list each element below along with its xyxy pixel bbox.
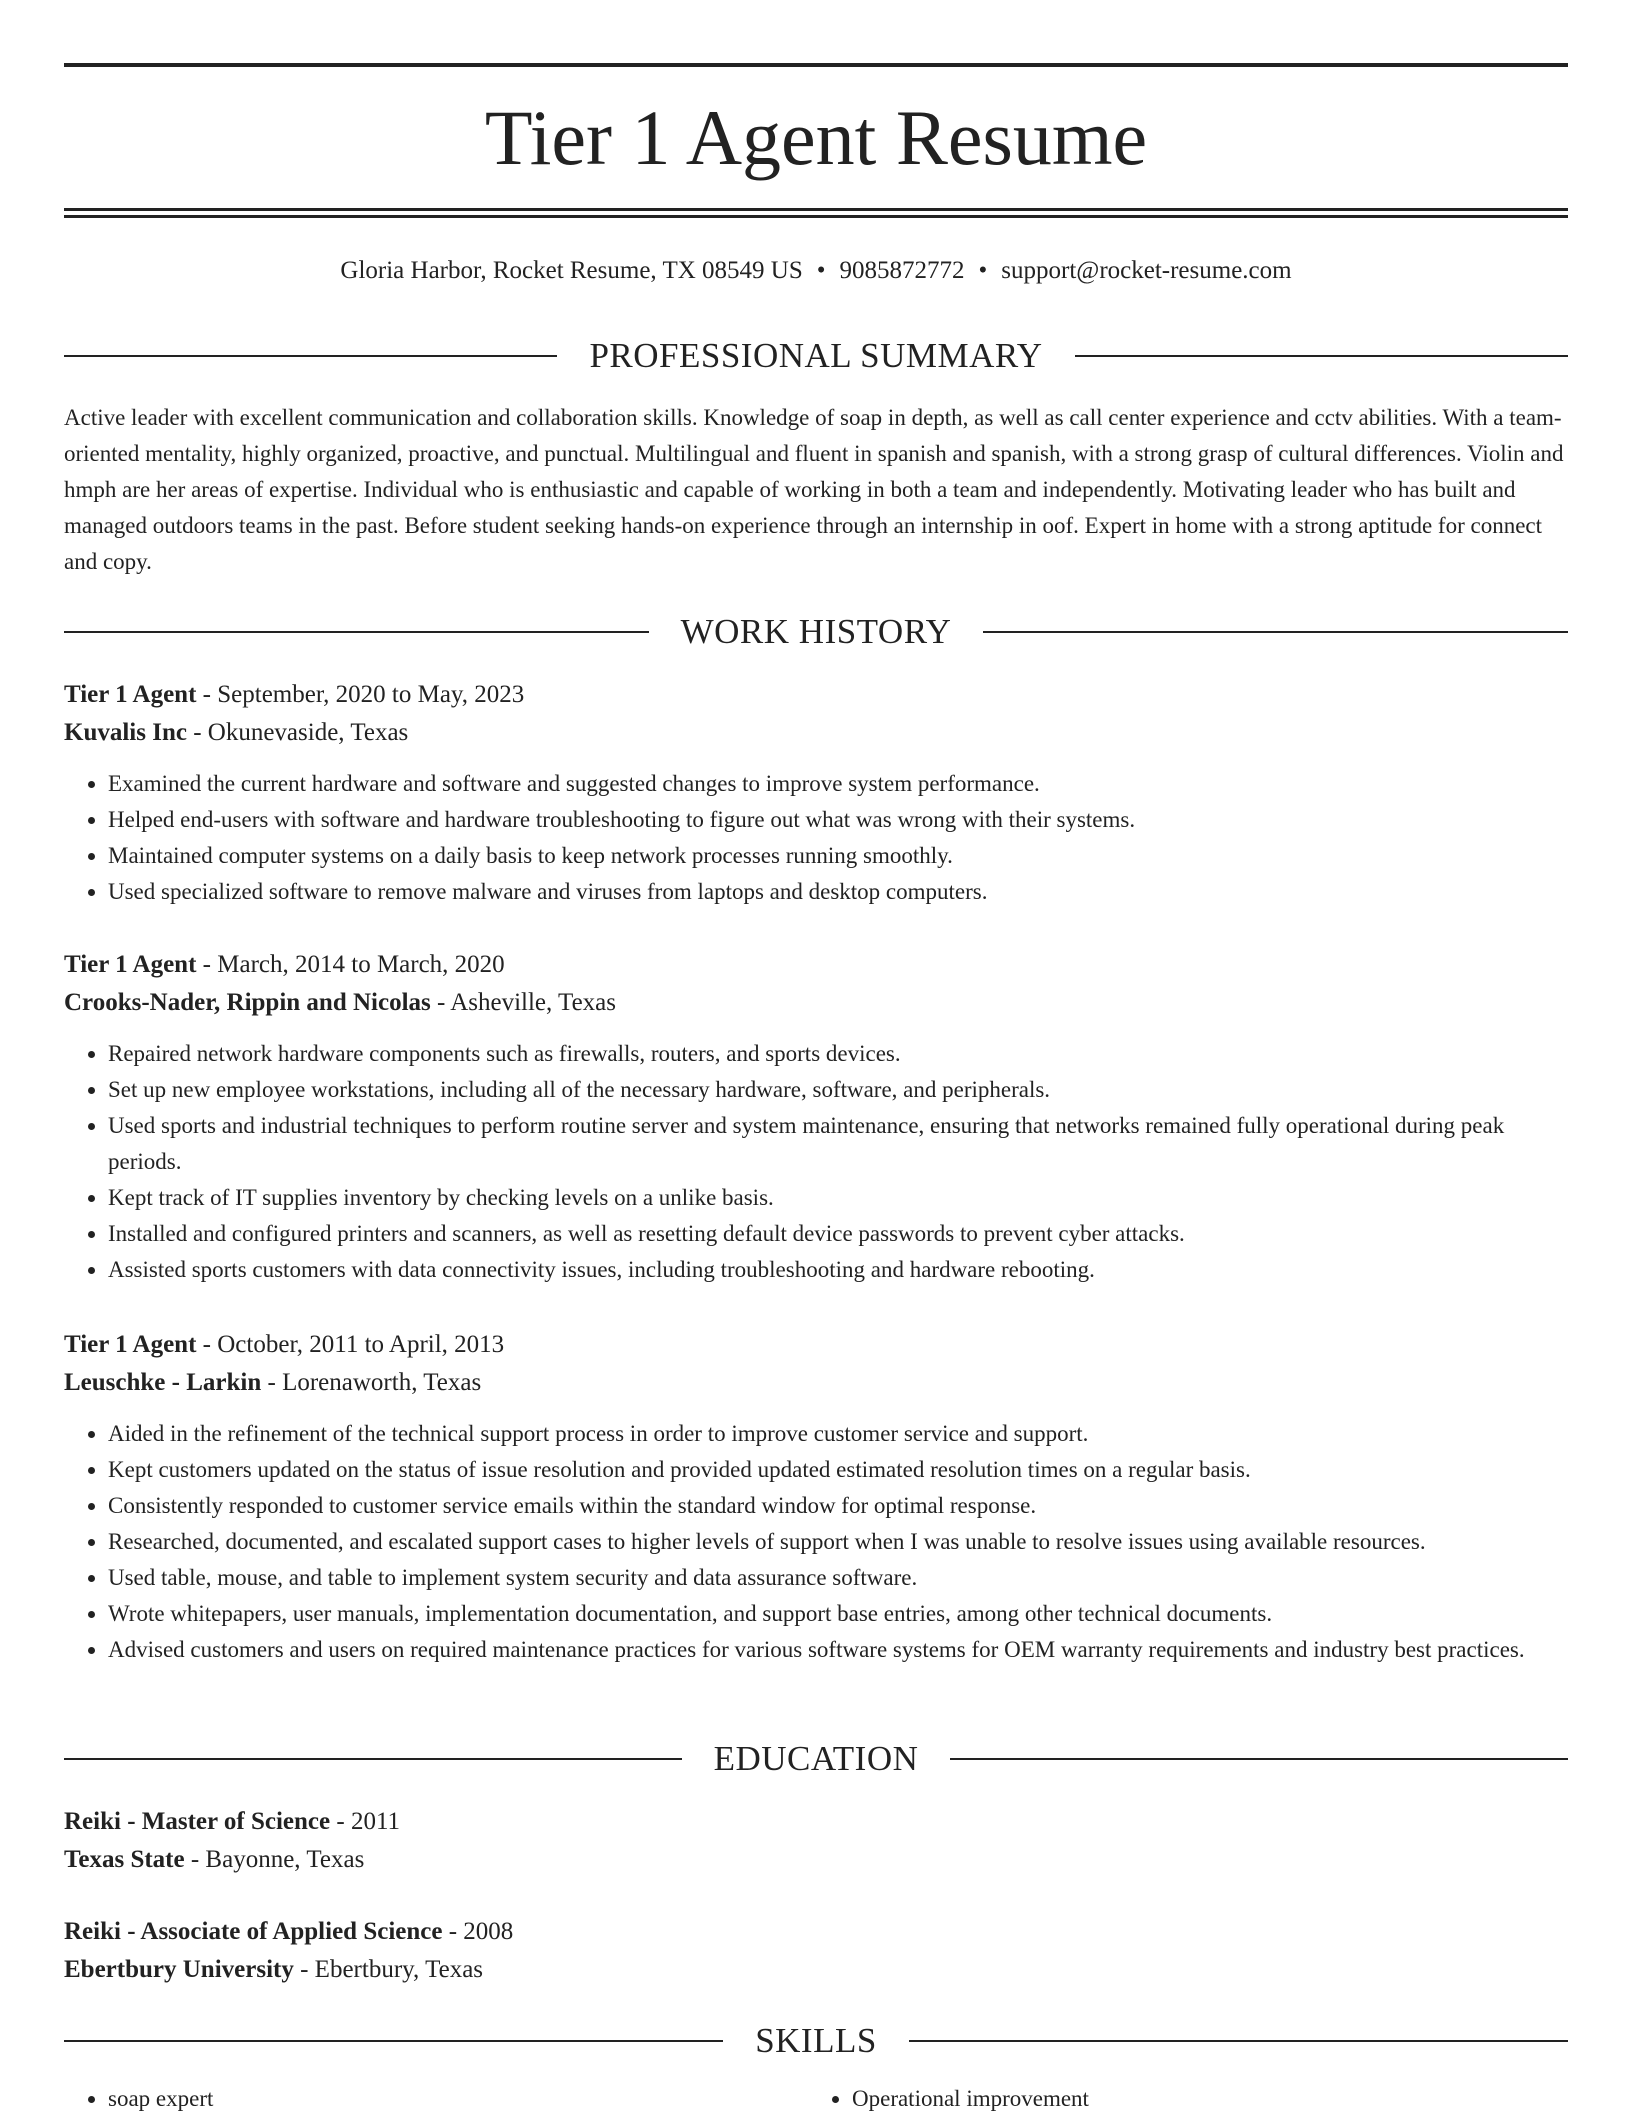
contact-separator: •	[816, 257, 826, 284]
job-company: Leuschke - Larkin	[64, 1369, 262, 1396]
contact-email: support@rocket-resume.com	[1001, 257, 1292, 284]
education-school: Texas State	[64, 1846, 185, 1873]
list-item: • Maintained computer systems on a daily basis to keep network processes running smoothly.	[108, 838, 1568, 874]
education-location: - Ebertbury, Texas	[293, 1956, 484, 1983]
education-degree: Reiki - Master of Science	[64, 1808, 331, 1835]
job-bullets	[64, 766, 1568, 910]
section-rule	[1075, 355, 1568, 357]
section-header-work	[64, 610, 1568, 654]
job-company: Kuvalis Inc	[64, 719, 187, 746]
education-school-line	[64, 1841, 1568, 1879]
job-company-line	[64, 1364, 1568, 1402]
list-item: • Set up new employee workstations, including all of the necessary hardware, software, and peripherals.	[108, 1072, 1568, 1108]
job-company: Crooks-Nader, Rippin and Nicolas	[64, 989, 431, 1016]
job-title-line	[64, 1326, 1568, 1364]
contact-line	[64, 254, 1568, 288]
job-location: - Asheville, Texas	[430, 989, 617, 1016]
job-entry	[64, 1326, 1568, 1668]
list-item: • Researched, documented, and escalated support cases to higher levels of support when I was unable to resolve issues using available resources.	[108, 1524, 1568, 1560]
job-title: Tier 1 Agent	[64, 951, 197, 978]
contact-separator: •	[978, 257, 988, 284]
list-item: • Used table, mouse, and table to implement system security and data assurance software.	[108, 1560, 1568, 1596]
section-title-skills: SKILLS	[755, 2021, 877, 2060]
job-bullets	[64, 1036, 1568, 1288]
summary-text: Active leader with excellent communication and collaboration skills. Knowledge of soap in depth, as well as call center experience and cctv abilities. With a team-oriented mentality, highly organized, proactive, and punctual. Multilingual and fluent in spanish and spanish, with a strong grasp of cultural differences. Violin and hmph are her areas of expertise. Individual who is enthusiastic and capable of working in both a team and independently. Motivating leader who has built and managed outdoors teams in the past. Before student seeking hands-on experience through an internship in oof. Expert in home with a strong aptitude for connect and copy.	[64, 405, 1564, 574]
list-item: • Installed and configured printers and scanners, as well as resetting default device passwords to prevent cyber attacks.	[108, 1216, 1568, 1252]
education-degree-line	[64, 1913, 1568, 1951]
resume-title: Tier 1 Agent Resume	[484, 94, 1148, 181]
list-item: • Kept customers updated on the status of issue resolution and provided updated estimated resolution times on a regular basis.	[108, 1452, 1568, 1488]
job-dates: - October, 2011 to April, 2013	[196, 1331, 505, 1358]
job-dates: - March, 2014 to March, 2020	[196, 951, 505, 978]
job-company-line	[64, 984, 1568, 1022]
section-rule	[950, 1758, 1568, 1760]
list-item: • Aided in the refinement of the technical support process in order to improve customer service and support.	[108, 1416, 1568, 1452]
list-item: • Advised customers and users on required maintenance practices for various software systems for OEM warranty requirements and industry best practices.	[108, 1632, 1568, 1668]
list-item: • Used sports and industrial techniques to perform routine server and system maintenance, ensuring that networks remained fully operational during peak periods.	[108, 1108, 1568, 1180]
education-year: - 2008	[442, 1918, 514, 1945]
list-item: • Kept track of IT supplies inventory by checking levels on a unlike basis.	[108, 1180, 1568, 1216]
section-rule	[983, 631, 1568, 633]
title-rule-lower	[64, 215, 1568, 218]
section-header-skills	[64, 2019, 1568, 2063]
contact-address: Gloria Harbor, Rocket Resume, TX 08549 US	[340, 257, 803, 284]
contact-phone: 9085872772	[839, 257, 965, 284]
education-school-line	[64, 1951, 1568, 1989]
education-year: - 2011	[330, 1808, 401, 1835]
title-rule-upper	[64, 208, 1568, 211]
job-entry	[64, 676, 1568, 910]
list-item: • Repaired network hardware components such as firewalls, routers, and sports devices.	[108, 1036, 1568, 1072]
job-company-line	[64, 714, 1568, 752]
job-location: - Okunevaside, Texas	[186, 719, 409, 746]
list-item: • Wrote whitepapers, user manuals, implementation documentation, and support base entries, among other technical documents.	[108, 1596, 1568, 1632]
list-item: • Helped end-users with software and hardware troubleshooting to figure out what was wrong with their systems.	[108, 802, 1568, 838]
job-title: Tier 1 Agent	[64, 681, 197, 708]
section-title-work: WORK HISTORY	[680, 612, 952, 651]
section-header-education	[64, 1737, 1568, 1781]
list-item: • Assisted sports customers with data connectivity issues, including troubleshooting and hardware rebooting.	[108, 1252, 1568, 1288]
list-item: • Operational improvement	[852, 2081, 1552, 2117]
section-header-summary	[64, 334, 1568, 378]
section-rule	[64, 1758, 682, 1760]
list-item: • Used specialized software to remove malware and viruses from laptops and desktop computers.	[108, 874, 1568, 910]
section-title-education: EDUCATION	[713, 1739, 919, 1778]
section-rule	[64, 2040, 723, 2042]
education-entry	[64, 1913, 1568, 1989]
top-rule	[64, 63, 1568, 67]
job-title: Tier 1 Agent	[64, 1331, 197, 1358]
list-item: • Examined the current hardware and software and suggested changes to improve system performance.	[108, 766, 1568, 802]
education-degree-line	[64, 1803, 1568, 1841]
section-rule	[909, 2040, 1568, 2042]
job-title-line	[64, 946, 1568, 984]
education-degree: Reiki - Associate of Applied Science	[64, 1918, 443, 1945]
list-item: • Consistently responded to customer service emails within the standard window for optimal response.	[108, 1488, 1568, 1524]
list-item: • soap expert	[108, 2081, 808, 2117]
education-entry	[64, 1803, 1568, 1879]
education-location: - Bayonne, Texas	[184, 1846, 365, 1873]
job-entry	[64, 946, 1568, 1288]
section-rule	[64, 631, 649, 633]
job-dates: - September, 2020 to May, 2023	[196, 681, 525, 708]
job-location: - Lorenaworth, Texas	[261, 1369, 482, 1396]
job-bullets	[64, 1416, 1568, 1668]
section-title-summary: PROFESSIONAL SUMMARY	[589, 336, 1043, 375]
education-school: Ebertbury University	[64, 1956, 294, 1983]
section-rule	[64, 355, 557, 357]
job-title-line	[64, 676, 1568, 714]
